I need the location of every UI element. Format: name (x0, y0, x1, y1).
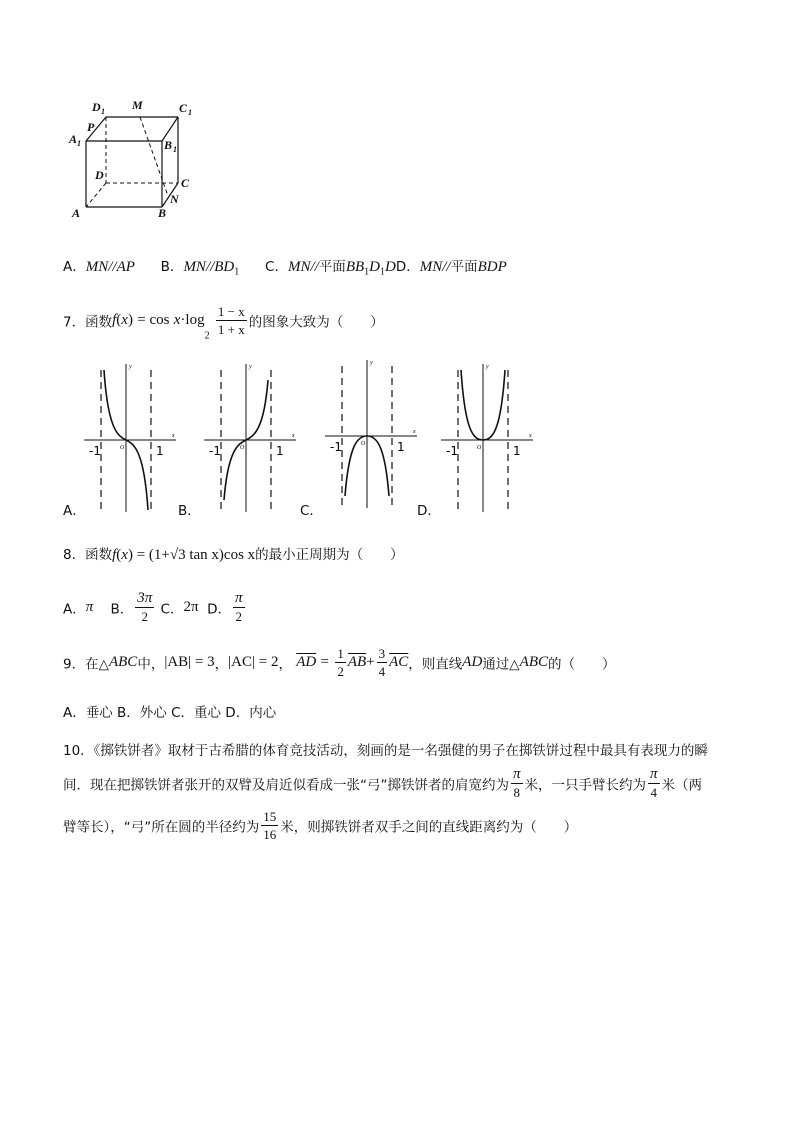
q6-options: A．MN//AP B．$MN//BD_1$ C．MN//平面$BB_1D_1DD$．MN//平面BDP (63, 259, 507, 278)
pos-one-label: 1 (276, 444, 284, 458)
q7-stem: 7．函数$f(x) = \cos x\cdot\log_2$ $\frac{1 - x}{1 + x}$ 的图象大致为（ ） (63, 304, 384, 342)
neg-one-label: -1 (89, 444, 101, 458)
graph-label-d: D． (417, 503, 441, 518)
svg-text:P: P (87, 120, 95, 134)
svg-text:N: N (170, 192, 179, 206)
svg-text:B: B (158, 206, 167, 220)
pos-one-label: 1 (513, 444, 521, 458)
svg-text:1: 1 (101, 107, 105, 116)
svg-text:C: C (179, 101, 188, 115)
q10-line2: 间．现在把掷铁饼者张开的双臂及肩近似看成一张“弓”掷铁饼者的肩宽约为 $\frac{\pi}{8}$ 米，一只手臂长约为 $\frac{\pi}{4}$ 米（两 (63, 766, 703, 800)
svg-text:B: B (164, 138, 173, 152)
q7-fraction: $\frac{1 - x}{1 + x}$ (217, 304, 245, 337)
axis-x-label: x (292, 433, 295, 439)
axis-x-label: x (529, 433, 532, 439)
svg-text:M: M (132, 98, 143, 112)
svg-text:A: A (72, 206, 81, 220)
graph-c (325, 360, 417, 508)
graph-label-a: A． (63, 503, 86, 518)
origin-label: O (120, 445, 125, 451)
q8-options: A．π B． $\frac{3\pi}{2}$ C．2π D． $\frac{\pi}{2}$ (63, 590, 243, 624)
origin-label: O (477, 445, 482, 451)
axis-y-label: y (249, 364, 252, 370)
axis-x-label: x (413, 429, 416, 435)
svg-text:A: A (69, 132, 78, 146)
q7-graphs (60, 358, 540, 518)
neg-one-label: -1 (330, 440, 342, 454)
origin-label: O (240, 445, 245, 451)
origin-label: O (361, 441, 366, 447)
q8-stem: 8．函数f(x) = (1+√3 tan x)cos x的最小正周期为（ ） (63, 547, 404, 563)
svg-text:C: C (181, 176, 190, 190)
graph-label-c: C． (300, 503, 323, 518)
graph-d (441, 364, 533, 512)
label-D1: D (92, 100, 101, 114)
graph-a (84, 364, 176, 512)
graph-b (204, 364, 296, 512)
svg-text:1: 1 (77, 139, 81, 148)
axis-x-label: x (172, 433, 175, 439)
cube-figure (60, 95, 200, 225)
neg-one-label: -1 (446, 444, 458, 458)
svg-text:D: D (95, 168, 104, 182)
q10-line1: 10．《掷铁饼者》取材于古希腊的体育竞技活动，刻画的是一名强健的男子在掷铁饼过程中最具有表现力的瞬 (63, 743, 708, 759)
q9-stem: 9．在△ABC中，|AB| = 3，|AC| = 2， $\overline{AD}$ = $\frac{1}{2}$ $\overline{AB}+$ $\frac{3}{4}$ $\overline{AC}$，则直线AD通过△ABC的（ ） (63, 646, 616, 679)
axis-y-label: y (486, 364, 489, 370)
neg-one-label: -1 (209, 444, 221, 458)
svg-text:1: 1 (173, 145, 177, 154)
pos-one-label: 1 (156, 444, 164, 458)
q10-line3: 臂等长），“弓”所在圆的半径约为 $\frac{15}{16}$ 米，则掷铁饼者双手之间的直线距离约为（ ） (63, 809, 578, 842)
q9-options: A．垂心 B．外心 C．重心 D．内心 (63, 705, 277, 721)
axis-y-label: y (370, 360, 373, 366)
graph-label-b: B． (178, 503, 201, 518)
pos-one-label: 1 (397, 440, 405, 454)
axis-y-label: y (129, 364, 132, 370)
svg-text:1: 1 (188, 108, 192, 117)
